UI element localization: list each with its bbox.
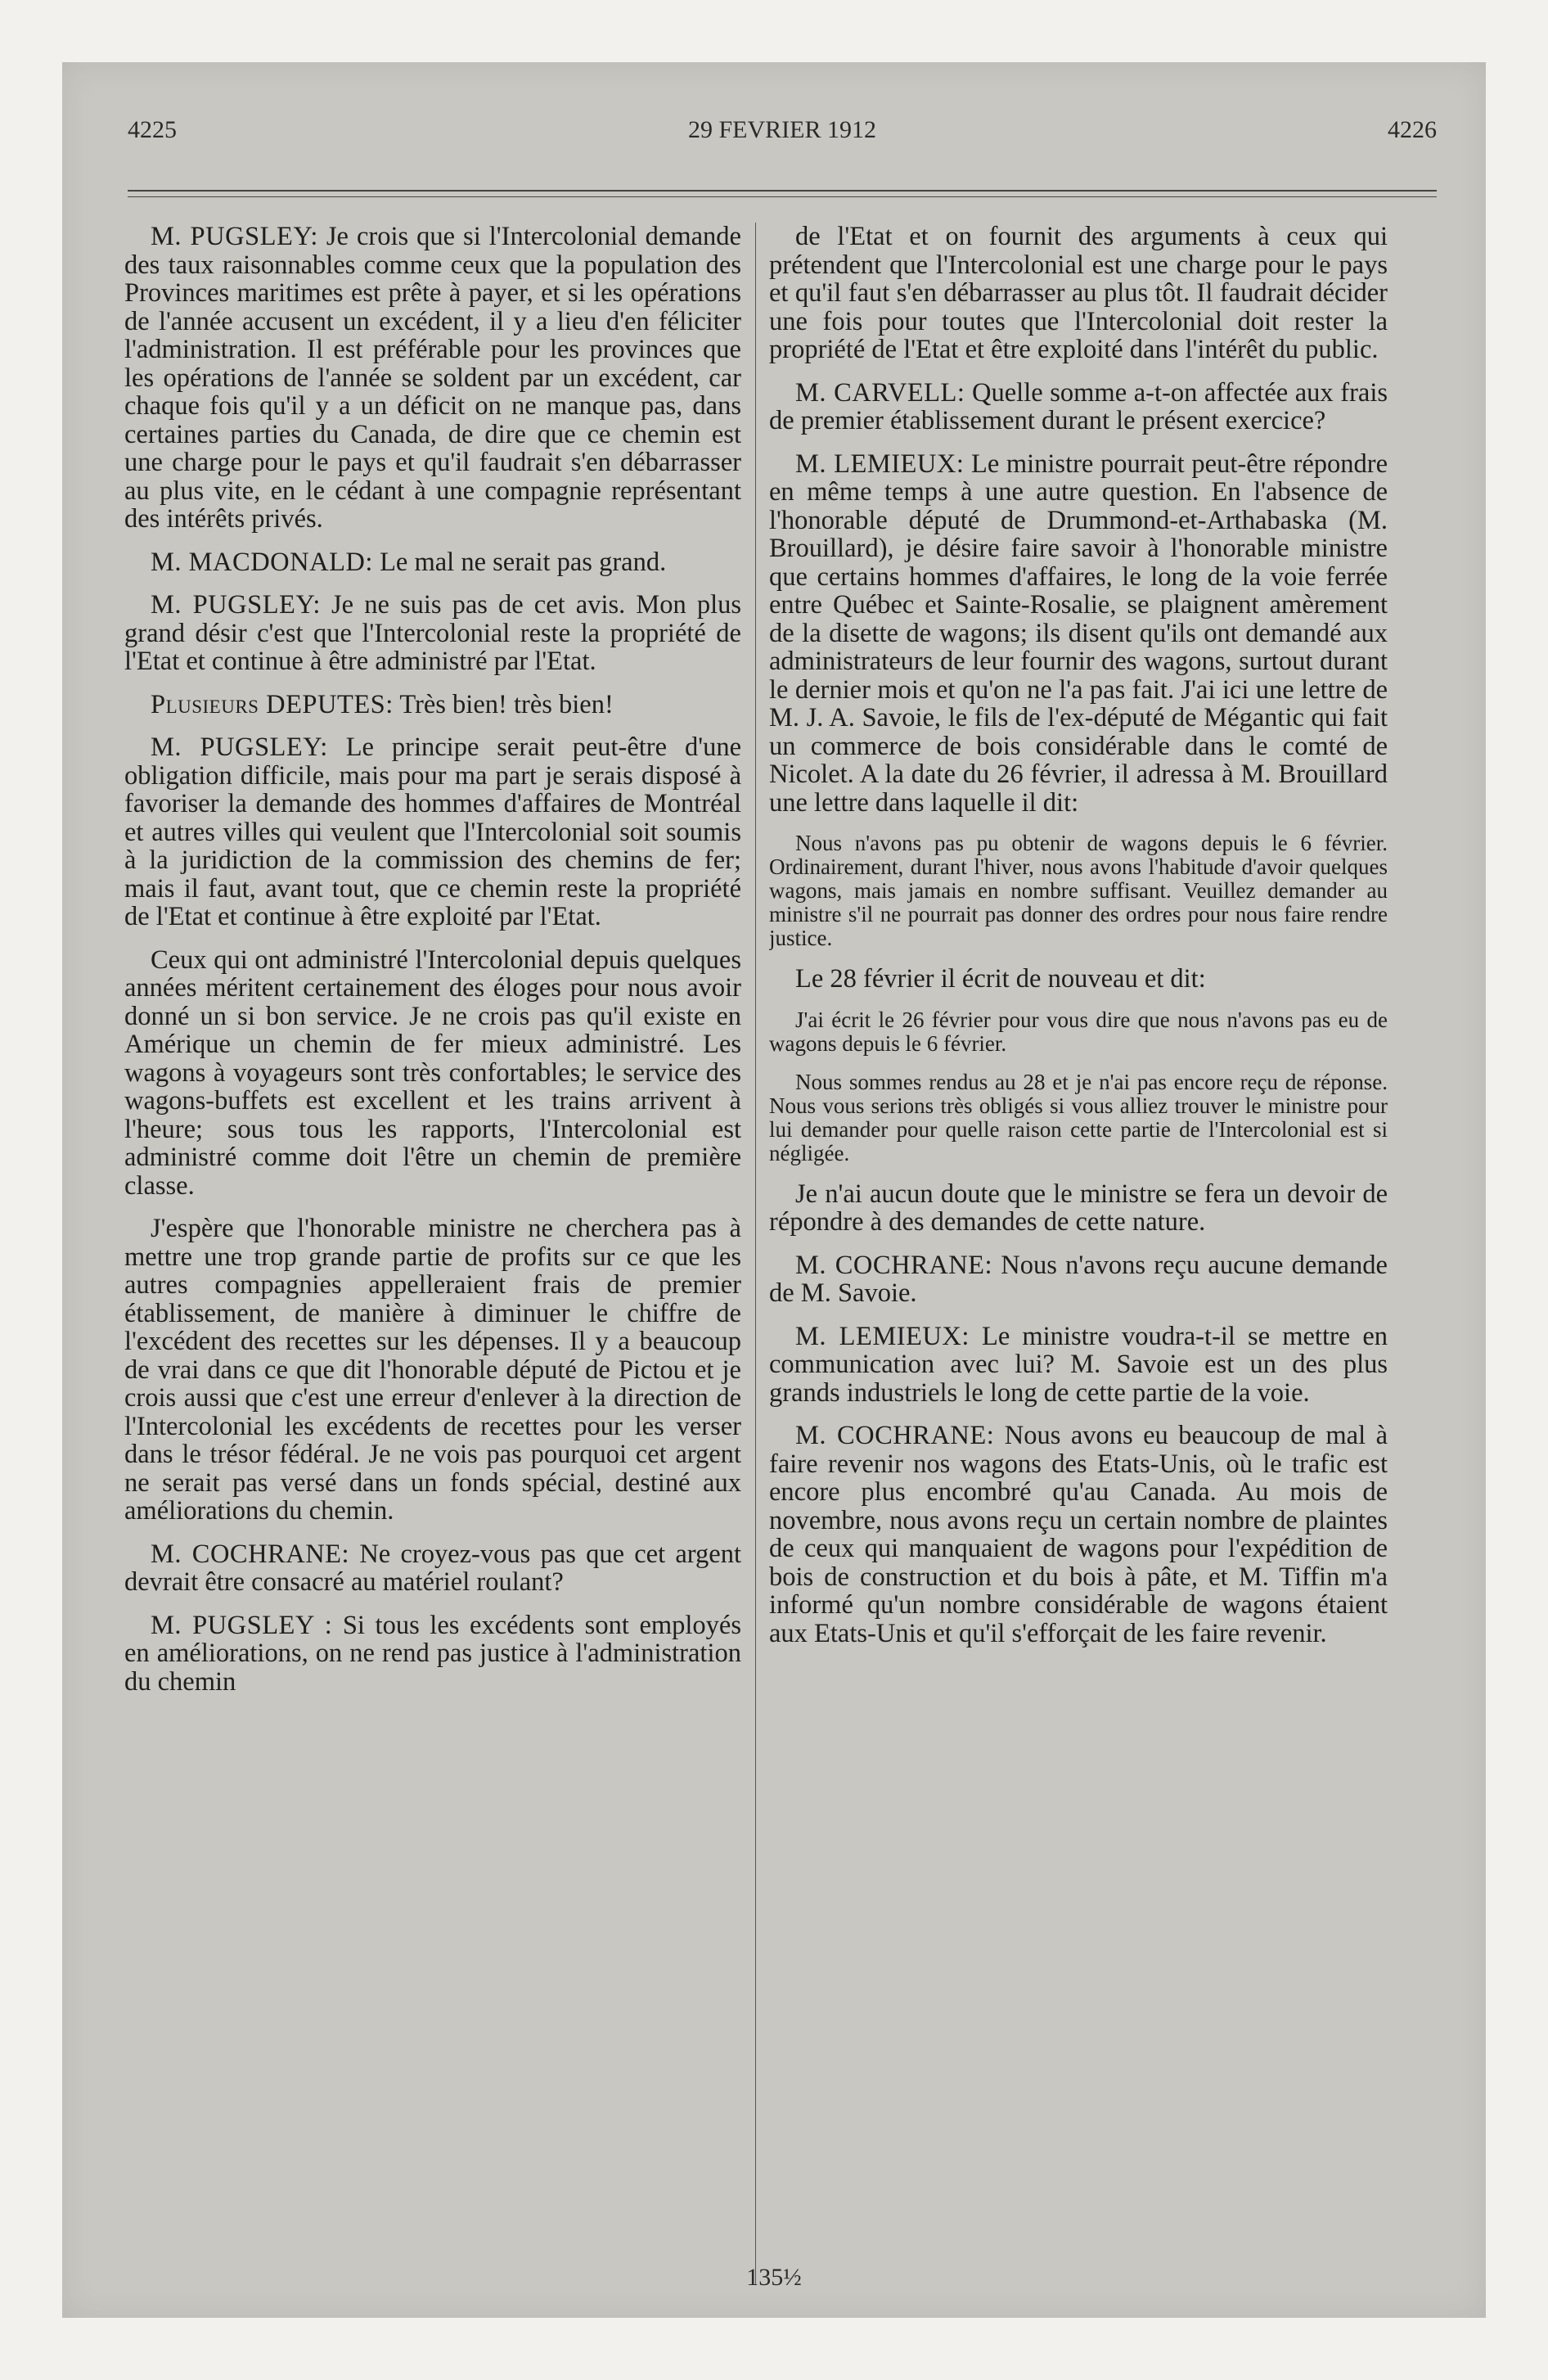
paragraph-text: Le ministre pourrait peut-être répondre en même temps à une autre question. En l'absence de l'honorable député de Drummond-et-Arthabaska (M. Brouillard), je désire faire savoir à l'honorable ministre que certains hommes d'affaires, le long de la voie ferrée entre Québec et Sainte-Rosalie, se plaignent amèrement de la disette de wagons; ils disent qu'ils ont demandé aux administrateurs de leur fournir des wagons, surtout durant le dernier mois et qu'on ne l'a pas fait. J'ai ici une lettre de M. J. A. Savoie, le fils de l'ex-député de Mégantic qui fait un commerce de bois considérable dans le comté de Nicolet. A la date du 26 février, il adressa à M. Brouillard une lettre dans laquelle il dit: xyxy=(769,449,1388,818)
header-rule xyxy=(128,190,1437,197)
speaker-name: Plusieurs DEPUTES: xyxy=(151,689,394,719)
paragraph-text: Le 28 février il écrit de nouveau et dit: xyxy=(795,964,1206,994)
paragraph xyxy=(124,1540,741,1597)
paragraph xyxy=(769,1323,1388,1408)
paragraph-text: Le ministre voudra-t-il se mettre en communication avec lui? M. Savoie est un des plus grands industriels le long de cette partie de la voie. xyxy=(769,1321,1388,1408)
paragraph xyxy=(769,379,1388,435)
paragraph-text: J'ai écrit le 26 février pour vous dire que nous n'avons pas eu de wagons depuis le 6 février. xyxy=(769,1007,1388,1056)
page-number-right: 4226 xyxy=(1388,116,1437,143)
paragraph-text: Nous avons eu beaucoup de mal à faire revenir nos wagons des Etats-Unis, où le trafic est encore plus encombré qu'au Canada. Au mois de novembre, nous avons reçu un certain nombre de plaintes de ceux qui manquaient de wagons pour l'expédition de bois de construction et du bois à pâte, et M. Tiffin m'a informé qu'un nombre considérable de wagons étaient aux Etats-Unis et qu'il s'efforçait de les faire revenir. xyxy=(769,1421,1388,1648)
paragraph xyxy=(124,946,741,1201)
paragraph-text: Si tous les excédents sont employés en améliorations, on ne rend pas justice à l'administration du chemin xyxy=(124,1610,741,1697)
left-column xyxy=(124,223,741,2244)
paragraph-text: Je n'ai aucun doute que le ministre se fera un devoir de répondre à des demandes de cette nature. xyxy=(769,1179,1388,1237)
paragraph xyxy=(124,691,741,719)
speaker-name: M. PUGSLEY: xyxy=(151,590,321,620)
quoted-letter xyxy=(769,1071,1388,1165)
paragraph xyxy=(124,1611,741,1697)
speaker-name: M. PUGSLEY: xyxy=(151,223,318,251)
paragraph xyxy=(769,1251,1388,1308)
page-footer-number: 135½ xyxy=(746,2264,802,2291)
paragraph-text: Le principe serait peut-être d'une obligation difficile, mais pour ma part je serais disposé à favoriser la demande des hommes d'affaires de Montréal et autres villes qui veulent que l'Intercolonial soit soumis à la juridiction de la commission des chemins de fer; mais il faut, avant tout, que ce chemin reste la propriété de l'Etat et continue à être exploité par l'Etat. xyxy=(124,732,741,931)
speaker-name: M. PUGSLEY : xyxy=(151,1610,333,1640)
paragraph-text: Très bien! très bien! xyxy=(399,689,614,719)
speaker-name: M. LEMIEUX: xyxy=(795,1321,970,1351)
speaker-name: M. MACDONALD: xyxy=(151,547,373,577)
paragraph-text: Je ne suis pas de cet avis. Mon plus grand désir c'est que l'Intercolonial reste la propriété de l'Etat et continue à être administré par l'Etat. xyxy=(124,590,741,676)
right-column xyxy=(769,223,1388,2244)
paragraph xyxy=(124,223,741,534)
paragraph xyxy=(124,548,741,577)
paragraph xyxy=(124,1215,741,1526)
paragraph xyxy=(769,965,1388,994)
paragraph xyxy=(769,1180,1388,1237)
speaker-name: M. CARVELL: xyxy=(795,377,965,408)
paragraph xyxy=(124,591,741,676)
paragraph-text: Ne croyez-vous pas que cet argent devrait être consacré au matériel roulant? xyxy=(124,1539,741,1597)
header-date: 29 FEVRIER 1912 xyxy=(687,116,876,143)
paragraph xyxy=(769,223,1388,364)
paragraph-text: Nous n'avons reçu aucune demande de M. Savoie. xyxy=(769,1250,1388,1308)
paragraph-text: Quelle somme a-t-on affectée aux frais de premier établissement durant le présent exercice? xyxy=(769,377,1388,435)
page-header xyxy=(128,116,1437,152)
quoted-letter xyxy=(769,1008,1388,1056)
paragraph xyxy=(769,450,1388,818)
paragraph xyxy=(769,1422,1388,1648)
paragraph-text: Le mal ne serait pas grand. xyxy=(380,547,667,577)
page-sheet xyxy=(62,62,1486,2318)
speaker-name: M. PUGSLEY: xyxy=(151,732,328,762)
paragraph-text: J'espère que l'honorable ministre ne cherchera pas à mettre une trop grande partie de profits sur ce que les autres compagnies appelleraient frais de premier établissement, de manière à diminuer le chiffre de l'excédent des recettes sur les dépenses. Il y a beaucoup de vrai dans ce que dit l'honorable député de Pictou et je crois aussi que c'est une erreur d'enlever à la direction de l'Intercolonial les excédents de recettes pour les verser dans le trésor fédéral. Je ne vois pas pourquoi cet argent ne serait pas versé dans un fonds spécial, destiné aux améliorations du chemin. xyxy=(124,1214,741,1526)
paragraph-text: Je crois que si l'Intercolonial demande des taux raisonnables comme ceux que la population des Provinces maritimes est prête à payer, et si les opérations de l'année accusent un excédent, il y a lieu d'en féliciter l'administration. Il est préférable pour les provinces que les opérations de l'année se soldent par un excédent, car chaque fois qu'il y a un déficit on ne manque pas, dans certaines parties du Canada, de dire que ce chemin est une charge pour le pays et qu'il faudrait s'en débarrasser au plus vite, en le cédant à une compagnie représentant des intérêts privés. xyxy=(124,223,741,534)
speaker-name: M. COCHRANE: xyxy=(795,1250,993,1280)
paragraph-text: Nous n'avons pas pu obtenir de wagons depuis le 6 février. Ordinairement, durant l'hiver, nous avons l'habitude d'avoir quelques wagons, mais jamais en nombre suffisant. Veuillez demander au ministre s'il ne pourrait pas donner des ordres pour nous faire rendre justice. xyxy=(769,831,1388,950)
page-number-left: 4225 xyxy=(128,116,177,143)
column-divider xyxy=(755,223,756,2285)
speaker-name: M. LEMIEUX: xyxy=(795,449,965,479)
quoted-letter xyxy=(769,832,1388,950)
speaker-name: M. COCHRANE: xyxy=(151,1539,350,1569)
paragraph xyxy=(124,733,741,931)
paragraph-text: Nous sommes rendus au 28 et je n'ai pas encore reçu de réponse. Nous vous serions très obligés si vous alliez trouver le ministre pour lui demander pour quelle raison cette partie de l'Intercolonial est si négligée. xyxy=(769,1069,1388,1165)
paragraph-text: de l'Etat et on fournit des arguments à ceux qui prétendent que l'Intercolonial est une charge pour le pays et qu'il faut s'en débarrasser au plus tôt. Il faudrait décider une fois pour toutes que l'Intercolonial doit rester la propriété de l'Etat et être exploité dans l'intérêt du public. xyxy=(769,223,1388,364)
speaker-name: M. COCHRANE: xyxy=(795,1421,995,1450)
paragraph-text: Ceux qui ont administré l'Intercolonial depuis quelques années méritent certainement des éloges pour nous avoir donné un si bon service. Je ne crois pas qu'il existe en Amérique un chemin de fer mieux administré. Les wagons à voyageurs sont très confortables; le service des wagons-buffets est excellent et les trains arrivent à l'heure; sous tous les rapports, l'Intercolonial est administré comme doit l'être un chemin de première classe. xyxy=(124,944,741,1201)
